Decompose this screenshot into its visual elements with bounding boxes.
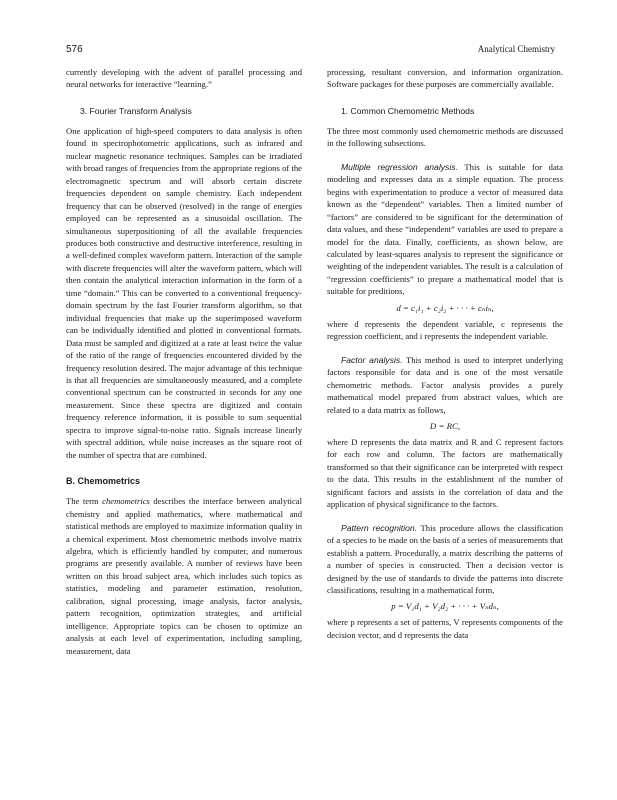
- pattern-explanation: where p represents a set of patterns, V represents components of the decision vector, and d represents the data: [327, 617, 563, 640]
- regression-explanation: where d represents the dependent variable, c represents the regression coefficient, and i represents the independent variable.: [327, 318, 563, 342]
- running-title: Analytical Chemistry: [477, 44, 555, 54]
- regression-title: Multiple regression analysis.: [341, 161, 458, 172]
- pattern-paragraph: Pattern recognition. This procedure allows the classification of a species to be made on the basis of a series of measurements that establish a pattern. Procedurally, a matrix describing the patterns of a number of species is constructed. Then a decision vector is designed by the use of standards to divide the patterns into discrete classifications, resulting in a mathematical form,: [327, 522, 563, 595]
- continued-paragraph: currently developing with the advent of parallel processing and neural networks for interactive “learning.”: [66, 67, 302, 90]
- methods-heading: 1. Common Chemometric Methods: [341, 105, 475, 116]
- factor-explanation: where D represents the data matrix and R and C represent factors for each row and column. The factors are mathematically transformed so that their significance can be interpreted with respect to the data. This results in the establishment of the number of significant factors and assists in the correlation of data and the application of physical significance to the factors.: [327, 436, 563, 510]
- chemometrics-heading: B. Chemometrics: [66, 476, 141, 487]
- fourier-heading: 3. Fourier Transform Analysis: [80, 105, 192, 116]
- fourier-paragraph: One application of high-speed computers to data analysis is often found in spectrophotometric applications, such as infrared and nuclear magnetic resonance techniques. Samples can be irradiated with broad ranges of frequencies from the appropriate regions of the electromagnetic spectrum and will absorb certain discrete frequencies dependent on sample chemistry. Each independent frequency that can be observed (resolved) in the range of energies employed can be represented as a sinusoidal oscillation. The simultaneous superpositioning of all the available frequencies produces both constructive and destructive interference, resulting in a well-defined complex waveform pattern. Interaction of the sample with discrete frequencies will alter the waveform pattern, which will then contain the analytical interaction information in the form of a time “domain.” This can be converted to a conventional frequency-domain spectrum by the fast Fourier transform algorithm, so that individual frequencies that make up the superimposed waveform can be individually identified and plotted in conventional formats. Data must be sampled and digitized at a rate at least twice the value of the ratio of the range of frequencies encountered divided by the frequency resolution desired. The major advantage of this technique is that all frequencies are simultaneously measured, and a complete conventional spectrum can be constructed in seconds for any one measurement. Since these spectra are digitized and contain frequency reference information, it is possible to sum sequential spectra to improve signal-to-noise ratio. Signals increase linearly with spectral addition, while noise increases as the square root of the number of spectra that are combined.: [66, 125, 302, 460]
- pattern-equation: p = V₁d₁ + V₂d₂ + · · · + Vₙdₙ,: [391, 601, 499, 612]
- factor-paragraph: Factor analysis. This method is used to interpret underlying factors responsible for data and is one of the most versatile chemometric methods. Factor analysis provides a purely mathematical model prepared from abstract values, which are related to a data matrix as follows,: [327, 354, 563, 415]
- pattern-title: Pattern recognition.: [341, 522, 418, 533]
- left-column: [66, 66, 302, 657]
- chemometrics-term: chemometrics: [102, 496, 150, 507]
- factor-title: Factor analysis.: [341, 354, 403, 365]
- continued-paragraph-right: processing, resultant conversion, and information organization. Software packages for these purposes are commercially available.: [327, 67, 563, 90]
- regression-paragraph: Multiple regression analysis. This is suitable for data modeling and expresses data as a simple equation. The process begins with experimentation to produce a vector of measured data known as the “dependent” variables. Then a limited number of “factors” are considered to be significant for the determination of data values, and these “independent” variables are used to prepare a model for the data. Finally, coefficients, as shown below, are calculated by least-squares analysis to represent the significance or weighting of the independent variables. The result is a calculation of “regression coefficients” to prepare a mathematical model that is suitable for preditions,: [327, 161, 563, 297]
- regression-equation: d = c₁i₁ + c₂i₂ + · · · + cₙiₙ,: [396, 302, 494, 313]
- methods-intro: The three most commonly used chemometric methods are discussed in the following subsections.: [327, 125, 563, 149]
- right-column: [327, 66, 563, 641]
- factor-equation: D = RC,: [429, 420, 461, 431]
- page-number: 576: [66, 44, 83, 55]
- chemometrics-paragraph: The term chemometrics describes the interface between analytical chemistry and applied mathematics, where mathematical and statistical methods are employed to maximize information quality in a chemical experiment. Most chemometric methods involve matrix algebra, which is efficiently handled by computer, and numerous programs are presently available. A number of reviews have been written on this broad subject area, which includes such topics as statistics, modeling and parameter estimation, resolution, calibration, signal processing, image analysis, factor analysis, pattern recognition, optimization strategies, and artificial intelligence. Appropriate topics can be chosen to optimize an analysis at each level of experimentation, including sampling, measurement, data: [66, 496, 302, 656]
